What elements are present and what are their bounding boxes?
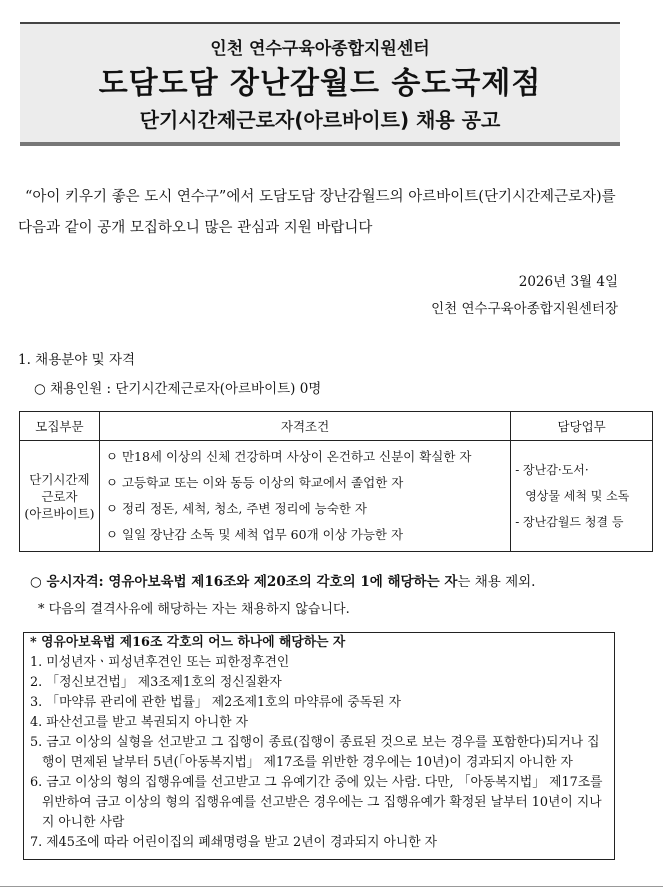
category-line: 근로자 bbox=[41, 488, 78, 504]
organization-name: 인천 연수구육아종합지원센터 bbox=[210, 39, 430, 59]
duty-item: - 장난감월드 청결 등 bbox=[515, 515, 624, 529]
recruit-count-line: ○ 채용인원 : 단기시간제근로자(아르바이트) 0명 bbox=[34, 381, 322, 397]
table-header: 담당업무 bbox=[511, 412, 653, 441]
conditions-cell bbox=[99, 441, 510, 552]
qualification-emphasis: 영유아보육법 제16조와 제20조의 각호의 1에 해당하는 자 bbox=[108, 574, 458, 590]
page-bottom-rule bbox=[0, 886, 663, 887]
disqualification-note: * 다음의 결격사유에 해당하는 자는 채용하지 않습니다. bbox=[38, 602, 350, 617]
title-banner bbox=[20, 22, 620, 146]
table-header: 모집부문 bbox=[20, 412, 100, 441]
qualification-line bbox=[30, 570, 535, 590]
duty-item: 영상물 세척 및 소독 bbox=[525, 489, 630, 503]
notice-signer: 인천 연수구육아종합지원센터장 bbox=[431, 301, 618, 317]
table-header: 자격조건 bbox=[99, 412, 510, 441]
list-item: 1. 미성년자ㆍ피성년후견인 또는 피한정후견인 bbox=[30, 655, 290, 670]
notice-date: 2026년 3월 4일 bbox=[518, 274, 618, 290]
table-header-row bbox=[20, 412, 653, 441]
condition-item: ㅇ 고등학교 또는 이와 동등 이상의 학교에서 졸업한 자 bbox=[105, 475, 404, 490]
condition-item: ㅇ 정리 정돈, 세척, 청소, 주변 정리에 능숙한 자 bbox=[105, 501, 367, 516]
recruitment-table bbox=[19, 411, 653, 552]
section-heading: 1. 채용분야 및 자격 bbox=[18, 352, 136, 368]
category-line: 단기시간제 bbox=[29, 471, 90, 487]
page-subtitle: 단기시간제근로자(아르바이트) 채용 공고 bbox=[139, 108, 501, 132]
duties-cell bbox=[511, 441, 653, 552]
condition-item: ㅇ 일일 장난감 소독 및 세척 업무 60개 이상 가능한 자 bbox=[105, 527, 404, 542]
category-line: (아르바이트) bbox=[24, 505, 95, 521]
list-item: 6. 금고 이상의 형의 집행유예를 선고받고 그 유예기간 중에 있는 사람. 다만, 「아동복지법」 제17조를 위반하여 금고 이상의 형의 집행유예를 선고받은 경우에는 그 집행유예가 확정된 날부터 10년이 지나지 아니한 사람 bbox=[30, 775, 603, 830]
intro-paragraph: “아이 키우기 좋은 도시 연수구”에서 도담도담 장난감월드의 아르바이트(단기시간제근로자)를 다음과 같이 공개 모집하오니 많은 관심과 지원 바랍니다 bbox=[18, 189, 616, 236]
qualification-prefix: ○ 응시자격: bbox=[30, 574, 109, 590]
list-item: 4. 파산선고를 받고 복권되지 아니한 자 bbox=[30, 715, 248, 730]
list-item: 3. 「마약류 관리에 관한 법률」 제2조제1호의 마약류에 중독된 자 bbox=[30, 695, 401, 710]
list-item: 5. 금고 이상의 실형을 선고받고 그 집행이 종료(집행이 종료된 것으로 보는 경우를 포함한다)되거나 집행이 면제된 날부터 5년(「아동복지법」 제17조를 위반한 경우에는 10년)이 경과되지 아니한 자 bbox=[30, 735, 600, 770]
list-item: 2. 「정신보건법」 제3조제1호의 정신질환자 bbox=[30, 675, 282, 690]
disqualification-title: * 영유아보육법 제16조 각호의 어느 하나에 해당하는 자 bbox=[30, 635, 346, 650]
qualification-suffix: 는 채용 제외. bbox=[457, 574, 536, 590]
page-title: 도담도담 장난감월드 송도국제점 bbox=[98, 66, 542, 101]
list-item: 7. 제45조에 따라 어린이집의 폐쇄명령을 받고 2년이 경과되지 아니한 자 bbox=[30, 835, 438, 850]
condition-item: ㅇ 만18세 이상의 신체 건강하며 사상이 온건하고 신분이 확실한 자 bbox=[105, 449, 472, 464]
category-cell bbox=[20, 441, 100, 552]
table-row bbox=[20, 441, 653, 552]
disqualification-box bbox=[23, 632, 615, 860]
duty-item: - 장난감·도서· bbox=[515, 463, 589, 477]
